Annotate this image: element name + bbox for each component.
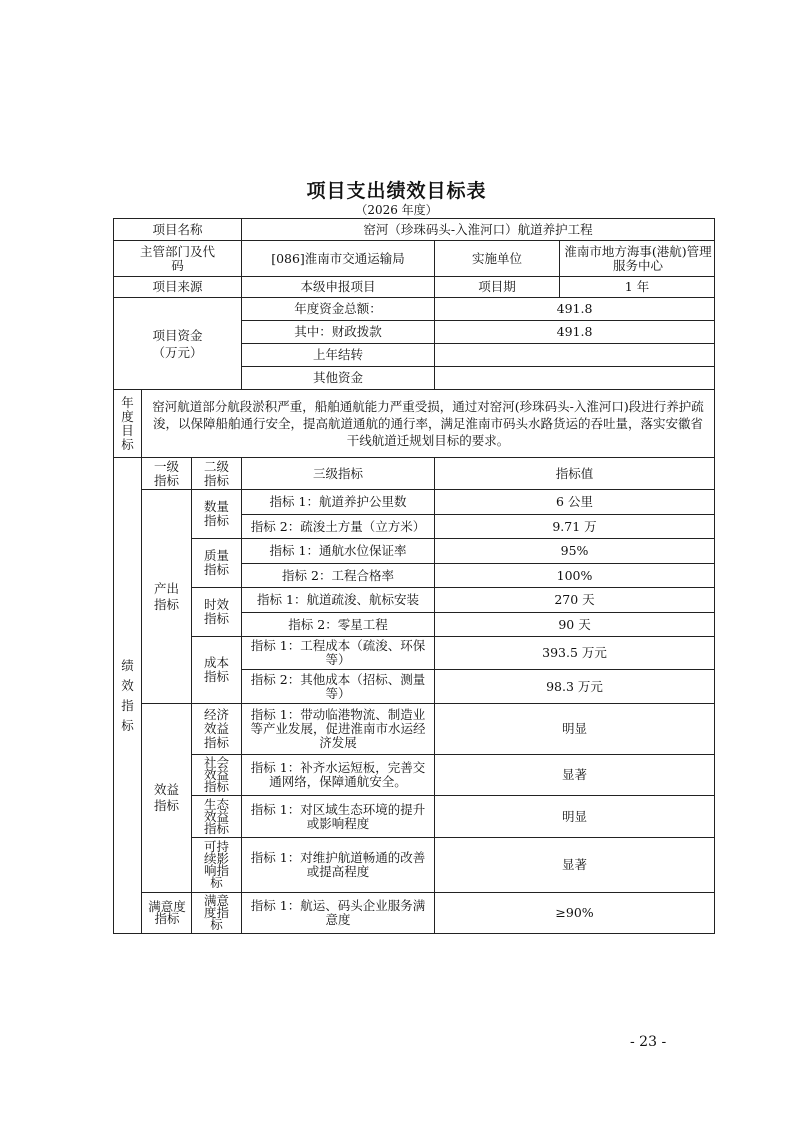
indicator-value: 9.71 万 [435,515,715,539]
quality-label [192,539,242,588]
benefit-label-text: 效益指标 [153,782,179,813]
output-label [142,490,192,704]
funds-label [114,298,242,390]
row-annual-goal [114,390,715,458]
eco-label-text: 生态效益指标 [203,796,229,836]
indicator-row [114,838,715,893]
annual-goal-text: 窑河航道部分航段淤积严重，船舶通航能力严重受损，通过对窑河(珍珠码头-入淮河口)段进行养护疏浚，以保障船舶通行安全，提高航道通航的通行率，满足淮南市码头水路货运的吞吐量，落实安徽省干线航道迁规划目标的要求。 [142,390,715,458]
funds-other-label: 其他资金 [242,367,435,390]
row-project-name [114,219,715,241]
indicator-value: 98.3 万元 [435,670,715,704]
header-level2-text: 二级指标 [203,458,229,488]
satisfaction2-label-text: 满意度指标 [203,893,229,932]
satisfaction2-label [192,893,242,934]
header-level1 [142,458,192,490]
indicator-row [114,796,715,838]
indicators-section-label-text: 绩效指标 [121,657,134,733]
economic-label [192,704,242,755]
indicator-row [114,637,715,670]
year-note: （2026 年度） [355,203,438,217]
funds-carryover-value [435,344,715,367]
row-source [114,277,715,298]
indicator-name: 指标 1：航道养护公里数 [242,490,435,515]
annual-goal-label-text: 年度目标 [121,394,134,452]
indicator-name: 指标 1：对维护航道畅通的改善或提高程度 [242,838,435,893]
indicator-value: 6 公里 [435,490,715,515]
indicator-value: 393.5 万元 [435,637,715,670]
funds-fiscal-label: 其中：财政拨款 [242,321,435,344]
period-label: 项目期 [435,277,560,298]
satisfaction-label [142,893,192,934]
indicator-row [114,588,715,613]
period-value: 1 年 [560,277,715,298]
header-value: 指标值 [435,458,715,490]
row-funds-total [114,298,715,321]
indicator-row [114,755,715,796]
source-label: 项目来源 [114,277,242,298]
funds-carryover-label: 上年结转 [242,344,435,367]
dept-value: [086]淮南市交通运输局 [242,241,435,277]
annual-goal-label [114,390,142,458]
satisfaction-label-text: 满意度指标 [148,899,186,926]
indicator-name: 指标 2：零星工程 [242,613,435,637]
project-name-value: 窑河（珍珠码头-入淮河口）航道养护工程 [242,219,715,241]
economic-label-text: 经济效益指标 [203,707,229,750]
funds-label-text: 项目资金（万元） [152,327,203,360]
row-indicator-header [114,458,715,490]
indicator-name: 指标 1：航道疏浚、航标安装 [242,588,435,613]
indicator-value: 90 天 [435,613,715,637]
indicator-value: ≥90% [435,893,715,934]
indicator-row [114,539,715,564]
header-level2 [192,458,242,490]
indicator-name: 指标 1：对区域生态环境的提升或影响程度 [242,796,435,838]
row-department [114,241,715,277]
indicator-value: 明显 [435,704,715,755]
indicator-value: 100% [435,564,715,588]
funds-total-value: 491.8 [435,298,715,321]
indicator-name: 指标 2：疏浚土方量（立方米） [242,515,435,539]
indicators-section-label [114,458,142,934]
indicator-name: 指标 1：航运、码头企业服务满意度 [242,893,435,934]
quantity-label-text: 数量指标 [203,499,229,528]
impl-value-text: 淮南市地方海事(港航)管理服务中心 [564,243,712,273]
indicator-value: 显著 [435,838,715,893]
sustain-label [192,838,242,893]
impl-label: 实施单位 [435,241,560,277]
performance-target-table [113,218,715,934]
indicator-value: 显著 [435,755,715,796]
project-name-label: 项目名称 [114,219,242,241]
funds-other-value [435,367,715,390]
indicator-name: 指标 1：通航水位保证率 [242,539,435,564]
sustain-label-text: 可持续影响指标 [203,839,229,890]
benefit-label [142,704,192,893]
indicator-name: 指标 1：补齐水运短板，完善交通网络，保障通航安全。 [242,755,435,796]
dept-label-text: 主管部门及代码 [139,243,215,273]
page-number: - 23 - [630,1034,667,1050]
funds-fiscal-value: 491.8 [435,321,715,344]
quantity-label [192,490,242,539]
document-title: 项目支出绩效目标表 [306,180,487,202]
timeliness-label-text: 时效指标 [203,597,229,626]
social-label [192,755,242,796]
cost-label-text: 成本指标 [203,655,229,684]
indicator-name: 指标 1：带动临港物流、制造业等产业发展，促进淮南市水运经济发展 [242,704,435,755]
impl-value [560,241,715,277]
indicator-row [114,704,715,755]
social-label-text: 社会效益指标 [203,755,229,794]
indicator-name: 指标 1：工程成本（疏浚、环保等） [242,637,435,670]
indicator-row [114,490,715,515]
eco-label [192,796,242,838]
funds-total-label: 年度资金总额： [242,298,435,321]
indicator-name: 指标 2：其他成本（招标、测量等） [242,670,435,704]
header-level1-text: 一级指标 [153,458,179,488]
indicator-row [114,893,715,934]
source-value: 本级申报项目 [242,277,435,298]
output-label-text: 产出指标 [153,580,179,612]
dept-label [114,241,242,277]
indicator-name: 指标 2：工程合格率 [242,564,435,588]
timeliness-label [192,588,242,637]
cost-label [192,637,242,704]
indicator-value: 明显 [435,796,715,838]
quality-label-text: 质量指标 [203,548,229,577]
indicator-value: 270 天 [435,588,715,613]
header-level3: 三级指标 [242,458,435,490]
indicator-value: 95% [435,539,715,564]
